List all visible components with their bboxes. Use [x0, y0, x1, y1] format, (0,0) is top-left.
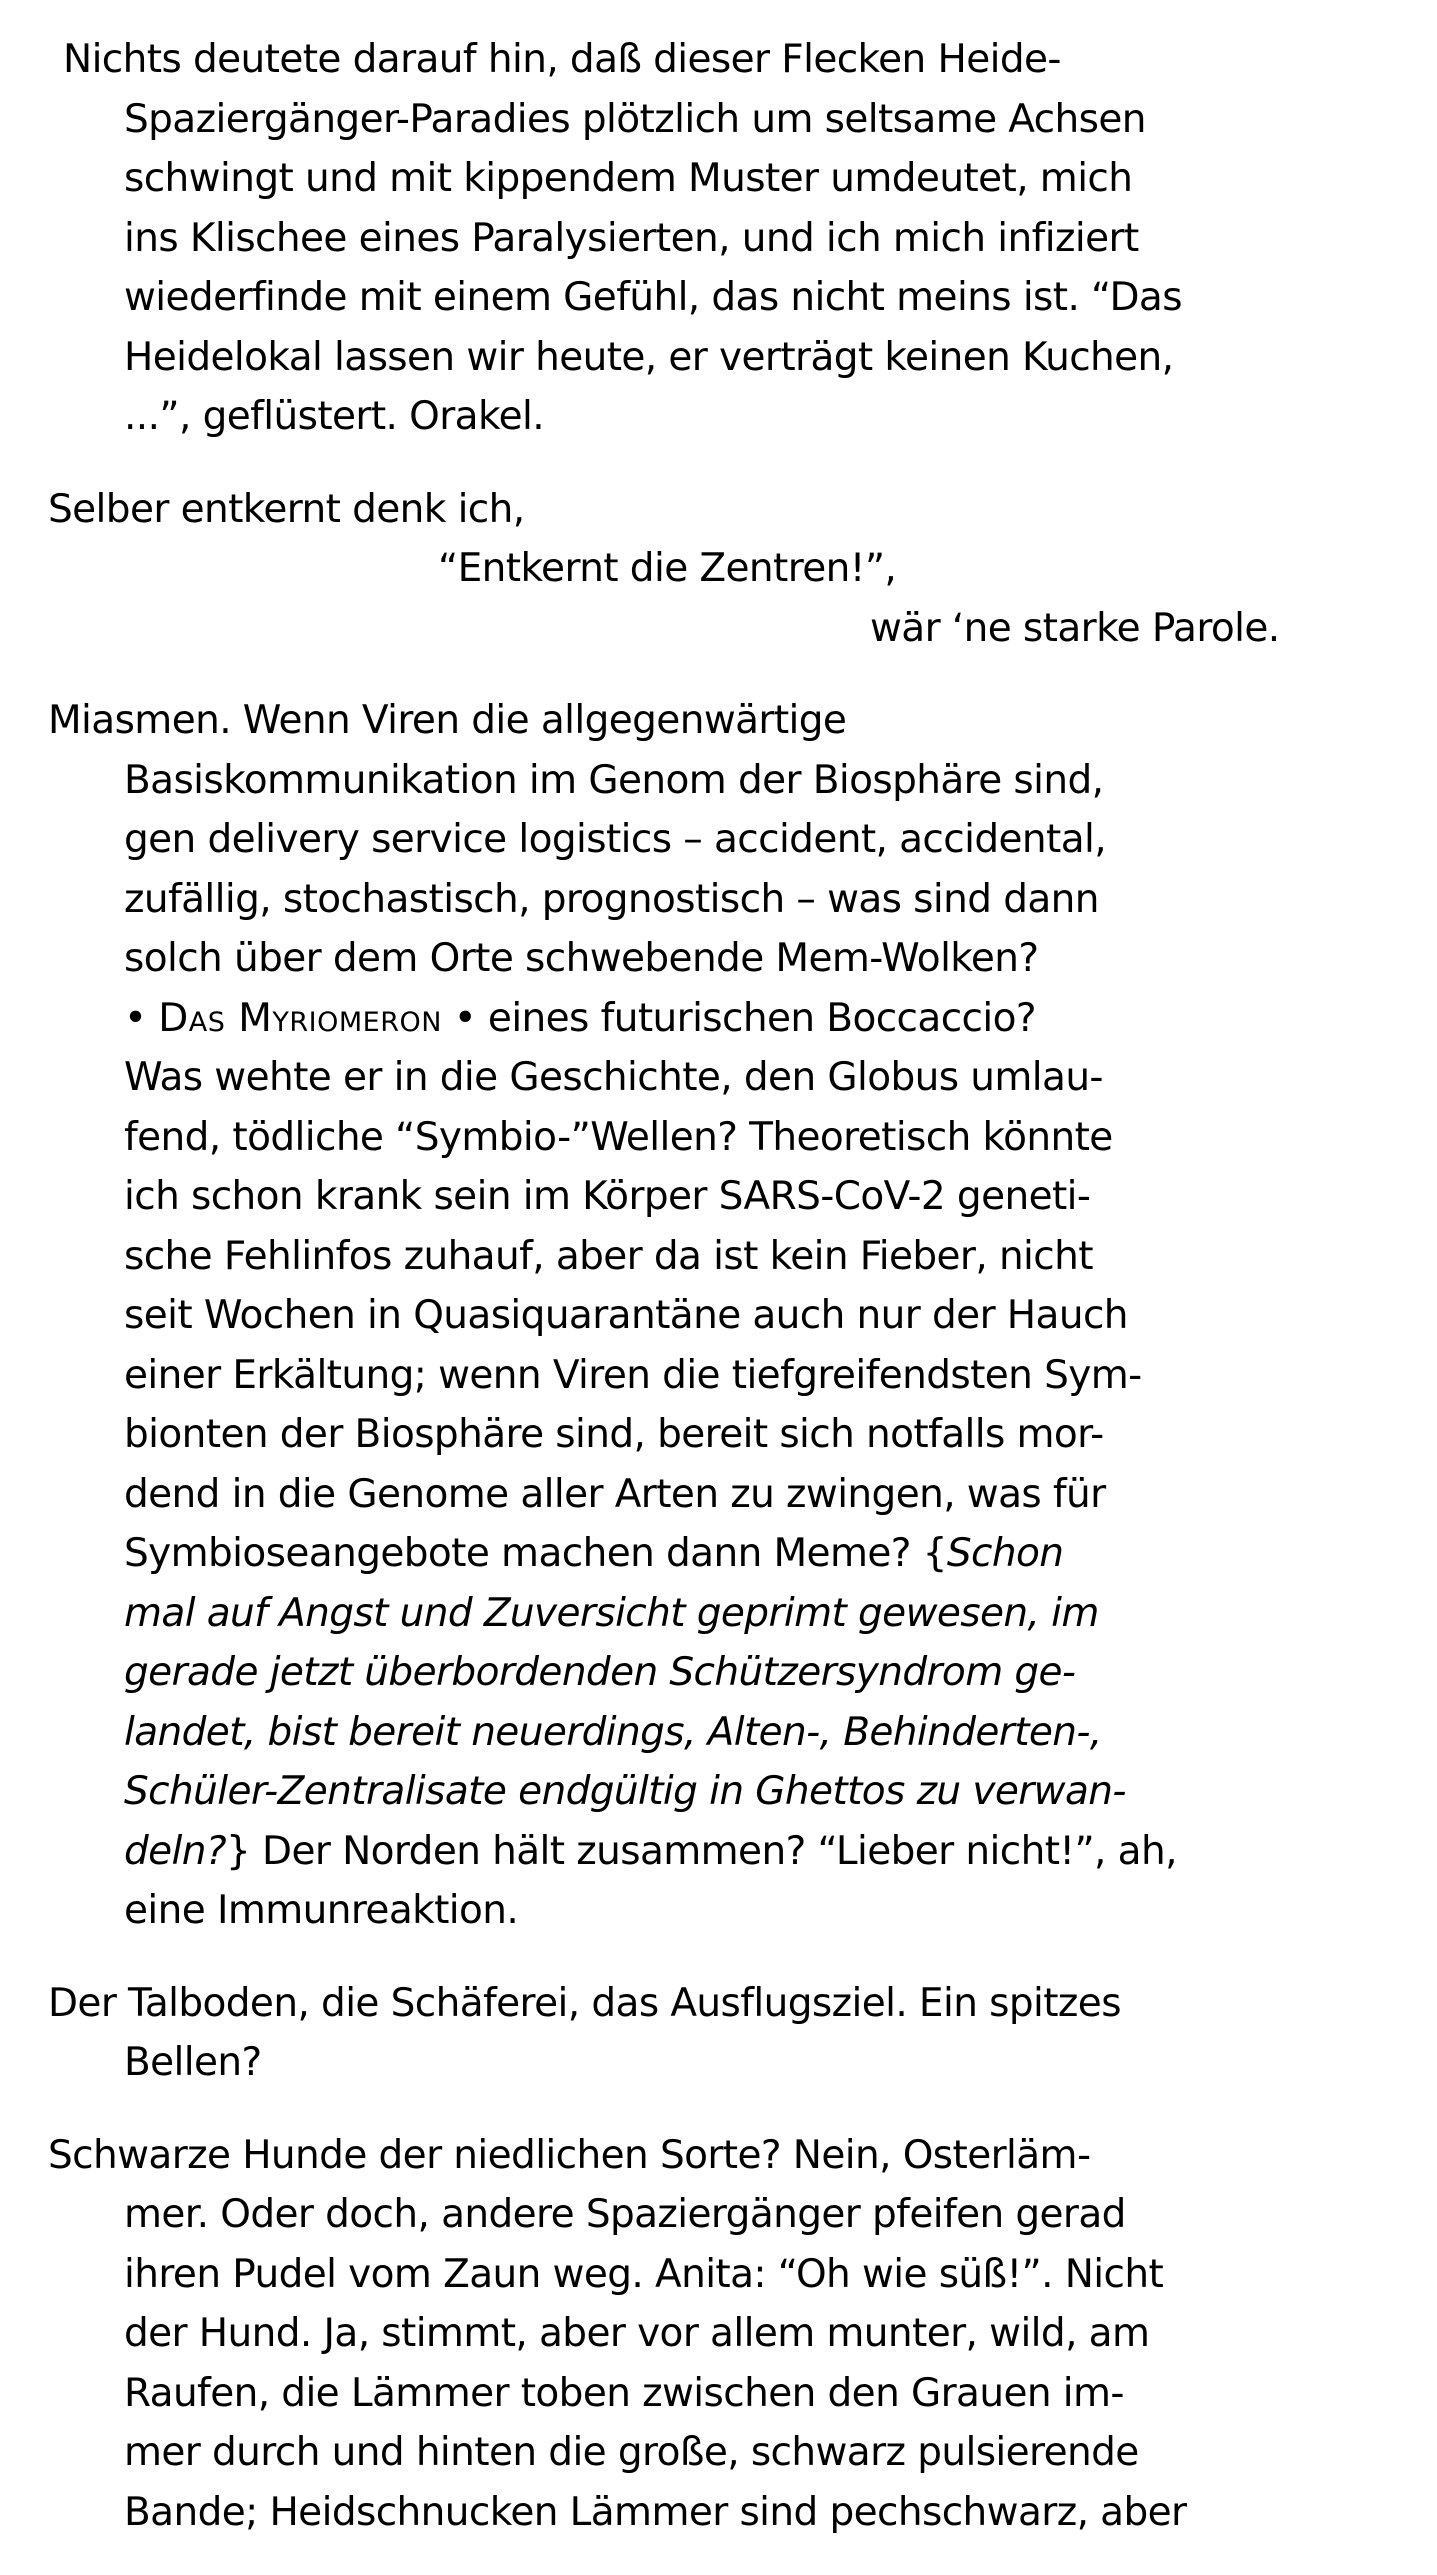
text-line [0, 1822, 1437, 1882]
text-run: “Entkernt die Zentren!”, [438, 546, 897, 591]
text-run: } Der Norden hält zusammen? “Lieber nicht!”, ah, [226, 1828, 1177, 1874]
text-run: Miasmen. Wenn Viren die allgegenwärtige [48, 698, 847, 743]
text-run: Schwarze Hunde der niedlichen Sorte? Nein, Osterläm- [48, 2132, 1091, 2178]
text-run: Nichts deutete darauf hin, daß dieser Flecken Heide- [63, 37, 1061, 82]
text-line [0, 2364, 1437, 2424]
text-line [0, 2033, 1437, 2093]
italic-text: gerade jetzt überbordenden Schützersyndrom ge- [124, 1650, 1076, 1695]
text-run: wiederfinde mit einem Gefühl, das nicht meins ist. “Das [124, 275, 1182, 320]
text-line [0, 1346, 1437, 1406]
text-line [0, 1405, 1437, 1465]
text-line [0, 1703, 1437, 1763]
text-run: • eines futurischen Boccaccio? [441, 995, 1036, 1041]
text-line [0, 328, 1437, 388]
italic-text: Schüler-Zentralisate endgültig in Ghettos zu verwan- [124, 1769, 1126, 1814]
text-run: sche Fehlinfos zuhauf, aber da ist kein Fieber, nicht [124, 1233, 1093, 1279]
paragraph [0, 30, 1437, 447]
text-run: mer durch und hinten die große, schwarz pulsierende [124, 2430, 1139, 2475]
text-run: wär ‘ne starke Parole. [870, 605, 1280, 651]
text-run: gen delivery service logistics – accident, accidental, [124, 817, 1107, 862]
text-run: der Hund. Ja, stimmt, aber vor allem munter, wild, am [124, 2311, 1150, 2356]
italic-text: mal auf Angst und Zuversicht geprimt gewesen, im [124, 1590, 1099, 1636]
paragraph [0, 480, 1437, 659]
italic-text: deln? [124, 1828, 227, 1874]
text-run: Was wehte er in die Geschichte, den Globus umlau- [124, 1055, 1103, 1100]
text-line [0, 30, 1437, 90]
text-run: Symbioseangebote machen dann Meme? { [124, 1531, 947, 1576]
text-line [0, 149, 1437, 209]
document-body [0, 30, 1437, 2575]
text-line [0, 1974, 1437, 2034]
text-line [0, 1584, 1437, 1644]
paragraph [0, 1974, 1437, 2093]
paragraph [0, 2126, 1437, 2543]
text-run: seit Wochen in Quasiquarantäne auch nur der Hauch [124, 1293, 1128, 1338]
text-run: Bande; Heidschnucken Lämmer sind pechschwarz, aber [124, 2489, 1187, 2535]
text-run: bionten der Biosphäre sind, bereit sich notfalls mor- [124, 1412, 1104, 1457]
paragraph [0, 691, 1437, 1941]
text-run: zufällig, stochastisch, prognostisch – was sind dann [124, 876, 1099, 922]
text-run: Bellen? [124, 2040, 262, 2085]
italic-text: landet, bist bereit neuerdings, Alten-, Behinderten-, [124, 1709, 1102, 1755]
text-run: einer Erkältung; wenn Viren die tiefgreifendsten Sym- [124, 1352, 1142, 1398]
text-line [0, 1108, 1437, 1168]
text-line [0, 2483, 1437, 2543]
text-run: ihren Pudel vom Zaun weg. Anita: “Oh wie süß!”. Nicht [124, 2251, 1164, 2297]
text-line [0, 929, 1437, 989]
text-run: eine Immunreaktion. [124, 1888, 519, 1933]
text-line [0, 1227, 1437, 1287]
text-line [0, 480, 1437, 540]
text-run: Spaziergänger-Paradies plötzlich um seltsame Achsen [124, 96, 1146, 142]
text-line [0, 2423, 1437, 2483]
text-line [0, 599, 1437, 659]
text-line [0, 1643, 1437, 1703]
text-line [0, 870, 1437, 930]
text-run: mer. Oder doch, andere Spaziergänger pfeifen gerad [124, 2192, 1126, 2237]
text-run: Raufen, die Lämmer toben zwischen den Grauen im- [124, 2370, 1124, 2416]
text-line [0, 539, 1437, 599]
text-line [0, 1167, 1437, 1227]
text-line [0, 268, 1437, 328]
text-line [0, 1762, 1437, 1822]
text-line [0, 387, 1437, 447]
italic-text: Schon [946, 1531, 1064, 1576]
text-run: Basiskommunikation im Genom der Biosphäre sind, [124, 757, 1104, 803]
text-run: ins Klischee eines Paralysierten, und ich mich infiziert [124, 215, 1139, 261]
text-line [0, 1881, 1437, 1941]
text-run: Der Talboden, die Schäferei, das Ausflugsziel. Ein spitzes [48, 1980, 1121, 2026]
text-line [0, 751, 1437, 811]
text-line [0, 2126, 1437, 2186]
text-line [0, 691, 1437, 751]
text-run: ich schon krank sein im Körper SARS-CoV-2 geneti- [124, 1174, 1091, 1219]
text-line [0, 1048, 1437, 1108]
text-run: Heidelokal lassen wir heute, er verträgt keinen Kuchen, [124, 334, 1174, 380]
text-run: dend in die Genome aller Arten zu zwingen, was für [124, 1471, 1106, 1517]
text-run: schwingt und mit kippendem Muster umdeutet, mich [124, 156, 1133, 201]
text-run: • [124, 995, 159, 1041]
text-run: Selber entkernt denk ich, [48, 486, 525, 532]
text-line [0, 989, 1437, 1049]
text-line [0, 90, 1437, 150]
text-run: ...”, geflüstert. Orakel. [124, 394, 544, 439]
text-line [0, 1465, 1437, 1525]
small-caps-title: Das Myriomeron [158, 995, 442, 1041]
text-line [0, 209, 1437, 269]
text-line [0, 2185, 1437, 2245]
text-run: fend, tödliche “Symbio-”Wellen? Theoretisch könnte [124, 1114, 1113, 1160]
text-line [0, 810, 1437, 870]
text-line [0, 1524, 1437, 1584]
text-line [0, 2245, 1437, 2305]
text-run: solch über dem Orte schwebende Mem-Wolken? [124, 936, 1039, 981]
text-line [0, 1286, 1437, 1346]
text-line [0, 2304, 1437, 2364]
